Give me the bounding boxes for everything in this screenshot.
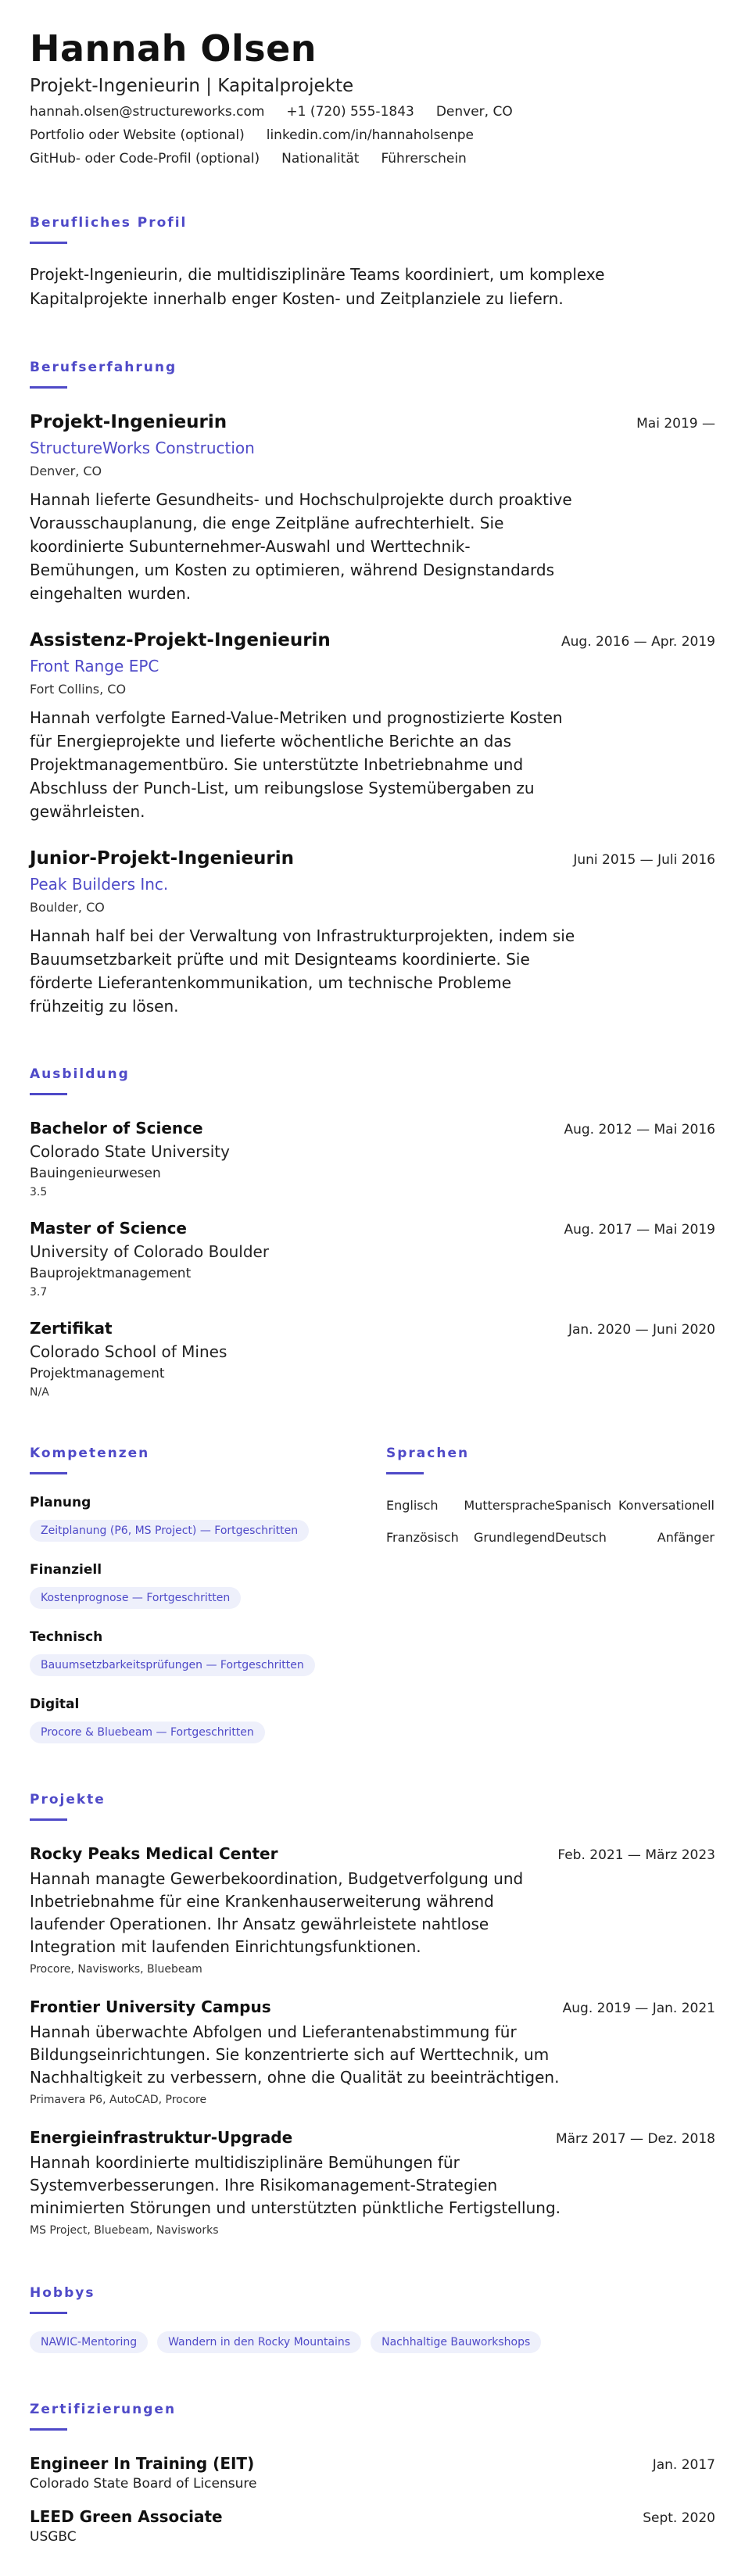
skills-languages-row: [30, 1446, 715, 1743]
school: Colorado State University: [30, 1141, 230, 1161]
section-title: Kompetenzen: [30, 1445, 150, 1461]
degree: Zertifikat: [30, 1318, 113, 1338]
profile-summary: Projekt-Ingenieurin, die multidisziplinäre Teams koordiniert, um komplexe Kapitalprojekte innerhalb enger Kosten- und Zeitplanziele zu liefern.: [30, 264, 605, 308]
hobbies-section: [30, 2285, 715, 2353]
grade: N/A: [30, 1385, 49, 1399]
project-description: Hannah managte Gewerbekoordination, Budgetverfolgung und Inbetriebnahme für eine Krankenhauserweiterung während laufender Operationen. Ihr Ansatz gewährleistete nahtlose Integration mit laufenden Einrichtungsfunktionen.: [30, 1868, 524, 1956]
language-name: Französisch: [386, 1529, 459, 1545]
education-dates: Aug. 2012 — Mai 2016: [564, 1121, 715, 1138]
section-title: Zertifizierungen: [30, 2401, 177, 2417]
certifications-section: [30, 2402, 715, 2545]
section-title: Sprachen: [386, 1445, 470, 1461]
education-entry: [30, 1219, 715, 1299]
job-entry: [30, 848, 715, 1018]
language-name: Englisch: [386, 1497, 439, 1513]
contact-row-extra: [30, 151, 715, 167]
email-link[interactable]: hannah.olsen@structureworks.com: [30, 103, 265, 120]
location: Denver, CO: [435, 103, 513, 120]
skill-tag: Zeitplanung (P6, MS Project) — Fortgeschritten: [30, 1520, 309, 1542]
job-entry: [30, 630, 715, 823]
language-name: Spanisch: [555, 1497, 611, 1513]
projects-section: [30, 1792, 715, 2237]
certification-name: LEED Green Associate: [30, 2506, 223, 2526]
project-description: Hannah überwachte Abfolgen und Lieferantenabstimmung für Bildungseinrichtungen. Sie konzentrierte sich auf Werttechnik, um Nachhaltigkeit zu verbessern, ohne die Qualität zu beeinträchtigen.: [30, 2022, 560, 2087]
section-title: Hobbys: [30, 2284, 95, 2301]
job-title: Junior-Projekt-Ingenieurin: [30, 847, 295, 869]
certification-issuer: USGBC: [30, 2528, 77, 2545]
skills-section: [30, 1446, 386, 1743]
skill-category: Technisch: [30, 1628, 103, 1645]
project-entry: [30, 1844, 715, 1976]
project-dates: Feb. 2021 — März 2023: [557, 1847, 715, 1863]
education-section: [30, 1066, 715, 1399]
resume-header: [30, 28, 715, 167]
job-location: Fort Collins, CO: [30, 681, 127, 697]
drivers-license: Führerschein: [381, 150, 467, 167]
certification-date: Sept. 2020: [643, 2510, 715, 2526]
project-tools: Primavera P6, AutoCAD, Procore: [30, 2093, 207, 2106]
language-name: Deutsch: [555, 1529, 607, 1545]
project-description: Hannah koordinierte multidisziplinäre Bemühungen für Systemverbesserungen. Ihre Risikomanagement-Strategien minimierten Störungen und unterstützten pünktliche Fertigstellung.: [30, 2152, 561, 2217]
skill-group: [30, 1629, 386, 1676]
languages-section: [386, 1446, 715, 1743]
school: Colorado School of Mines: [30, 1342, 227, 1361]
job-description: Hannah verfolgte Earned-Value-Metriken und prognostizierte Kosten für Energieprojekte und lieferte wöchentliche Berichte an das Projektmanagementbüro. Sie unterstützte Inbetriebnahme und Abschluss der Punch-List, um reibungslose Systemübergaben zu gewährleisten.: [30, 708, 563, 821]
hobby-tag: Wandern in den Rocky Mountains: [157, 2331, 361, 2353]
project-tools: Procore, Navisworks, Bluebeam: [30, 1962, 202, 1976]
language-level: Muttersprache: [464, 1497, 555, 1513]
project-list: [30, 1844, 715, 2237]
job-company: StructureWorks Construction: [30, 438, 255, 457]
grade: 3.5: [30, 1185, 48, 1198]
field-of-study: Bauingenieurwesen: [30, 1165, 161, 1181]
job-title: Projekt-Ingenieurin: [30, 411, 227, 432]
education-list: [30, 1119, 715, 1399]
candidate-headline: Projekt-Ingenieurin | Kapitalprojekte: [30, 75, 354, 96]
certification-name: Engineer In Training (EIT): [30, 2453, 255, 2473]
candidate-name: Hannah Olsen: [30, 27, 317, 70]
contact-row-primary: [30, 104, 715, 120]
language-level: Anfänger: [657, 1529, 715, 1545]
project-entry: [30, 1997, 715, 2106]
profile-section: [30, 215, 715, 311]
github-link[interactable]: GitHub- oder Code-Profil (optional): [30, 150, 260, 167]
grade: 3.7: [30, 1285, 48, 1299]
field-of-study: Bauprojektmanagement: [30, 1265, 192, 1281]
job-location: Denver, CO: [30, 463, 102, 478]
education-dates: Jan. 2020 — Juni 2020: [568, 1321, 715, 1338]
certification-date: Jan. 2017: [652, 2456, 715, 2473]
certification-list: [30, 2454, 715, 2545]
field-of-study: Projektmanagement: [30, 1365, 165, 1381]
project-name: Energieinfrastruktur-Upgrade: [30, 2127, 293, 2147]
section-divider: [386, 1472, 424, 1474]
project-name: Frontier University Campus: [30, 1997, 271, 2016]
linkedin-link[interactable]: linkedin.com/in/hannaholsenpe: [266, 127, 474, 143]
section-divider: [30, 1472, 67, 1474]
experience-section: [30, 360, 715, 1018]
skill-category: Finanziell: [30, 1561, 102, 1578]
education-entry: [30, 1119, 715, 1198]
degree: Master of Science: [30, 1218, 187, 1238]
job-company: Front Range EPC: [30, 656, 159, 675]
degree: Bachelor of Science: [30, 1118, 203, 1138]
section-divider: [30, 1818, 67, 1821]
portfolio-link[interactable]: Portfolio oder Website (optional): [30, 127, 245, 143]
certification-issuer: Colorado State Board of Licensure: [30, 2475, 257, 2492]
project-dates: März 2017 — Dez. 2018: [555, 2130, 715, 2147]
skill-group: [30, 1562, 386, 1609]
job-entry: [30, 412, 715, 605]
job-location: Boulder, CO: [30, 899, 105, 915]
section-divider: [30, 1093, 67, 1095]
job-title: Assistenz-Projekt-Ingenieurin: [30, 629, 331, 650]
skill-tag: Procore & Bluebeam — Fortgeschritten: [30, 1722, 265, 1743]
nationality: Nationalität: [281, 150, 360, 167]
certification-entry: [30, 2507, 715, 2545]
hobby-tag: Nachhaltige Bauworkshops: [371, 2331, 541, 2353]
job-description: Hannah half bei der Verwaltung von Infrastrukturprojekten, indem sie Bauumsetzbarkeit prüfte und mit Designteams koordinierte. Sie förderte Lieferantenkommunikation, um technische Probleme frühzeitig zu lösen.: [30, 926, 575, 1016]
section-title: Projekte: [30, 1791, 106, 1807]
section-divider: [30, 242, 67, 244]
education-dates: Aug. 2017 — Mai 2019: [564, 1221, 715, 1238]
section-title: Ausbildung: [30, 1066, 130, 1082]
section-title: Berufserfahrung: [30, 359, 177, 375]
skill-group: [30, 1696, 386, 1743]
job-dates: Aug. 2016 — Apr. 2019: [561, 633, 715, 650]
language-level: Konversationell: [618, 1497, 715, 1513]
job-company: Peak Builders Inc.: [30, 874, 169, 894]
certification-entry: [30, 2454, 715, 2492]
job-dates: Mai 2019 —: [636, 415, 715, 432]
skill-group: [30, 1495, 386, 1542]
contact-row-links: [30, 127, 715, 143]
section-divider: [30, 2428, 67, 2431]
skill-category: Digital: [30, 1696, 80, 1712]
project-entry: [30, 2128, 715, 2237]
job-dates: Juni 2015 — Juli 2016: [573, 851, 715, 868]
education-entry: [30, 1319, 715, 1399]
skill-tag: Bauumsetzbarkeitsprüfungen — Fortgeschritten: [30, 1654, 315, 1676]
job-list: [30, 412, 715, 1018]
hobby-tag: NAWIC-Mentoring: [30, 2331, 148, 2353]
skill-category: Planung: [30, 1494, 91, 1510]
project-name: Rocky Peaks Medical Center: [30, 1843, 278, 1863]
project-dates: Aug. 2019 — Jan. 2021: [562, 2000, 715, 2016]
section-divider: [30, 2312, 67, 2314]
section-title: Berufliches Profil: [30, 214, 188, 231]
language-level: Grundlegend: [474, 1529, 555, 1545]
language-list: [386, 1498, 715, 1545]
job-description: Hannah lieferte Gesundheits- und Hochschulprojekte durch proaktive Vorausschauplanung, die enge Zeitpläne aufrechterhielt. Sie koordinierte Subunternehmer-Auswahl und Werttechnik-Bemühungen, um Kosten zu optimieren, während Designstandards eingehalten wurden.: [30, 489, 572, 603]
project-tools: MS Project, Bluebeam, Navisworks: [30, 2223, 219, 2237]
school: University of Colorado Boulder: [30, 1241, 270, 1261]
hobby-list: [30, 2331, 715, 2353]
skill-tag: Kostenprognose — Fortgeschritten: [30, 1587, 241, 1609]
section-divider: [30, 386, 67, 389]
phone-number[interactable]: +1 (720) 555-1843: [286, 103, 414, 120]
